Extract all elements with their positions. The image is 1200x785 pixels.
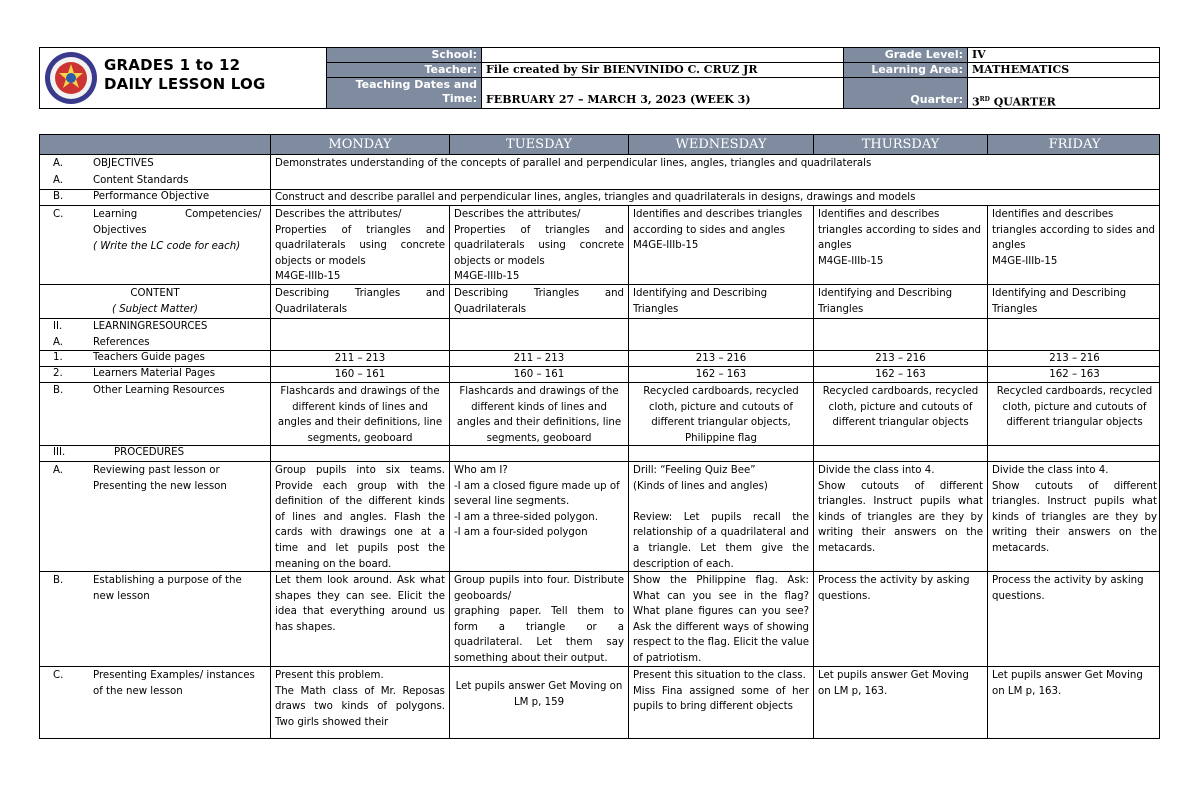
resources-monday	[271, 319, 450, 351]
competencies-note: ( Write the LC code for each)	[93, 241, 241, 252]
purpose-friday: Process the activity by asking questions.	[988, 572, 1160, 667]
teacher-value[interactable]: File created by Sir BIENVINIDO C. CRUZ JR	[482, 63, 844, 78]
grade-level-label: Grade Level:	[844, 48, 968, 63]
review-tuesday: Who am I? -I am a closed figure made up of several line segments. -I am a three-sided polygon. -I am a four-sided polygon	[450, 462, 629, 572]
content-standards-label: Content Standards	[93, 175, 189, 186]
row-label-examples	[40, 667, 271, 739]
row-label-purpose	[40, 572, 271, 667]
row-label-learners-material	[40, 367, 271, 383]
day-header-monday: MONDAY	[271, 135, 450, 155]
tg-pages-friday: 213 – 216	[988, 351, 1160, 367]
procedures-friday	[988, 446, 1160, 462]
competency-wednesday: Identifies and describes triangles according to sides and angles M4GE-IIIb-15	[629, 206, 814, 285]
examples-wednesday: Present this situation to the class. Miss Fina assigned some of her pupils to bring different objects	[629, 667, 814, 739]
resources-thursday	[814, 319, 988, 351]
examples-friday: Let pupils answer Get Moving on LM p, 163.	[992, 670, 1143, 697]
competency-monday: Describes the attributes/ Properties of triangles and quadrilaterals using concrete objects or models M4GE-IIIb-15	[271, 206, 450, 285]
references-letter: A.	[53, 337, 64, 348]
review-friday: Divide the class into 4. Show cutouts of different triangles. Instruct pupils what kinds of triangles are they by writing their answers on the metacards.	[988, 462, 1160, 572]
row-label-review	[40, 462, 271, 572]
resources-number: II.	[53, 321, 63, 332]
day-header-wednesday: WEDNESDAY	[629, 135, 814, 155]
resources-label: LEARNINGRESOURCES	[93, 321, 208, 332]
quarter-number: 3	[972, 95, 980, 109]
examples-label-line1: Presenting Examples/ instances	[93, 670, 255, 681]
dates-label	[327, 78, 482, 108]
quarter-word: QUARTER	[989, 95, 1056, 109]
content-standard-cell: Demonstrates understanding of the concepts of parallel and perpendicular lines, angles, triangles and quadrilaterals	[271, 155, 1160, 190]
other-resources-friday: Recycled cardboards, recycled cloth, picture and cutouts of different triangular objects	[988, 383, 1160, 446]
resources-wednesday	[629, 319, 814, 351]
objectives-letter: A.	[53, 158, 64, 169]
tg-pages-wednesday: 213 – 216	[629, 351, 814, 367]
performance-label: Performance Objective	[93, 191, 210, 202]
competencies-label-b: Competencies/	[185, 209, 262, 220]
row-label-performance	[40, 190, 271, 206]
references-label: References	[93, 337, 150, 348]
content-wednesday: Identifying and Describing Triangles	[629, 285, 814, 319]
purpose-wednesday: Show the Philippine flag. Ask: What can you see in the flag? What plane figures can you see? Ask the different ways of showing respect to the flag. Elicit the value of patriotism.	[629, 572, 814, 667]
competency-tuesday: Describes the attributes/ Properties of triangles and quadrilaterals using concrete objects or models M4GE-IIIb-15	[450, 206, 629, 285]
procedures-monday	[271, 446, 450, 462]
purpose-thursday: Process the activity by asking questions.	[814, 572, 988, 667]
examples-thursday: Let pupils answer Get Moving on LM p, 163.	[814, 667, 988, 739]
other-resources-monday: Flashcards and drawings of the different kinds of lines and angles and their definitions, line segments, geoboard	[271, 383, 450, 446]
school-value[interactable]	[482, 48, 844, 63]
examples-label-line2: of the new lesson	[93, 686, 183, 697]
row-label-teachers-guide	[40, 351, 271, 367]
procedures-tuesday	[450, 446, 629, 462]
competencies-label-a: Learning	[93, 209, 138, 220]
day-header-friday: FRIDAY	[988, 135, 1160, 155]
day-header-thursday: THURSDAY	[814, 135, 988, 155]
learners-material-number: 2.	[53, 368, 63, 379]
competencies-label-objectives: Objectives	[93, 225, 147, 236]
quarter-value[interactable]	[968, 78, 1159, 108]
review-letter: A.	[53, 465, 64, 476]
purpose-label-line2: new lesson	[93, 591, 150, 602]
content-monday: Describing Triangles and Quadrilaterals	[271, 285, 450, 319]
other-resources-label: Other Learning Resources	[93, 385, 225, 396]
content-standards-letter: A.	[53, 175, 64, 186]
grade-level-value[interactable]: IV	[968, 48, 1159, 63]
performance-letter: B.	[53, 191, 64, 202]
lm-pages-friday: 162 – 163	[988, 367, 1160, 383]
row-label-competencies	[40, 206, 271, 285]
lesson-log-header	[39, 47, 1160, 109]
review-label-line2: Presenting the new lesson	[93, 481, 227, 492]
lm-pages-monday: 160 – 161	[271, 367, 450, 383]
row-label-resources	[40, 319, 271, 351]
examples-letter: C.	[53, 670, 64, 681]
other-resources-thursday: Recycled cardboards, recycled cloth, picture and cutouts of different triangular objects	[814, 383, 988, 446]
competencies-letter: C.	[53, 209, 64, 220]
teachers-guide-number: 1.	[53, 352, 63, 363]
other-resources-tuesday: Flashcards and drawings of the different kinds of lines and angles and their definitions, line segments, geoboard	[450, 383, 629, 446]
dates-value[interactable]: FEBRUARY 27 – MARCH 3, 2023 (WEEK 3)	[482, 78, 844, 108]
content-label: CONTENT	[130, 288, 180, 299]
tg-pages-thursday: 213 – 216	[814, 351, 988, 367]
form-title-line2: DAILY LESSON LOG	[104, 75, 266, 93]
row-label-content	[40, 285, 271, 319]
review-label-line1: Reviewing past lesson or	[93, 465, 220, 476]
procedures-thursday	[814, 446, 988, 462]
form-title-line1: GRADES 1 to 12	[104, 56, 241, 74]
lm-pages-tuesday: 160 – 161	[450, 367, 629, 383]
row-label-other-resources	[40, 383, 271, 446]
learning-area-value[interactable]: MATHEMATICS	[968, 63, 1159, 78]
dates-label-line2: Time:	[442, 92, 477, 105]
subject-matter-label: ( Subject Matter)	[112, 303, 198, 315]
lm-pages-thursday: 162 – 163	[814, 367, 988, 383]
examples-tuesday: Let pupils answer Get Moving on LM p, 159	[450, 667, 629, 739]
quarter-ordinal: RD	[979, 96, 990, 103]
procedures-wednesday	[629, 446, 814, 462]
content-thursday: Identifying and Describing Triangles	[814, 285, 988, 319]
performance-standard-cell: Construct and describe parallel and perpendicular lines, angles, triangles and quadrilaterals in designs, drawings and models	[271, 190, 1160, 206]
school-label: School:	[327, 48, 482, 63]
content-friday: Identifying and Describing Triangles	[988, 285, 1160, 319]
resources-friday	[988, 319, 1160, 351]
procedures-label: PROCEDURES	[114, 447, 185, 458]
purpose-tuesday: Group pupils into four. Distribute geoboards/ graphing paper. Tell them to form a triangle or a quadrilateral. Let them say something about their output.	[450, 572, 629, 667]
tg-pages-monday: 211 – 213	[271, 351, 450, 367]
corner-header-cell	[40, 135, 271, 155]
logo-title-cell	[40, 48, 327, 108]
content-tuesday: Describing Triangles and Quadrilaterals	[450, 285, 629, 319]
review-monday: Group pupils into six teams. Provide each group with the definition of the different kinds of lines and angles. Flash the cards with drawings one at a time and let pupils post the meaning on the board.	[271, 462, 450, 572]
other-resources-wednesday: Recycled cardboards, recycled cloth, picture and cutouts of different triangular objects, Philippine flag	[629, 383, 814, 446]
teachers-guide-label: Teachers Guide pages	[93, 352, 205, 363]
row-label-procedures	[40, 446, 271, 462]
review-thursday: Divide the class into 4. Show cutouts of different triangles. Instruct pupils what kinds of triangles are they by writing their answers on the metacards.	[814, 462, 988, 572]
examples-monday: Present this problem. The Math class of Mr. Reposas draws two kinds of polygons. Two girls showed their	[271, 667, 450, 739]
teacher-label: Teacher:	[327, 63, 482, 78]
purpose-label-line1: Establishing a purpose of the	[93, 575, 242, 586]
resources-tuesday	[450, 319, 629, 351]
purpose-letter: B.	[53, 575, 64, 586]
lm-pages-wednesday: 162 – 163	[629, 367, 814, 383]
dates-label-line1: Teaching Dates and	[355, 78, 477, 91]
learners-material-label: Learners Material Pages	[93, 368, 216, 379]
purpose-monday: Let them look around. Ask what shapes they can see. Elicit the idea that everything around us has shapes.	[271, 572, 450, 667]
deped-seal-icon	[44, 51, 98, 105]
day-header-tuesday: TUESDAY	[450, 135, 629, 155]
row-label-objectives	[40, 155, 271, 190]
tg-pages-tuesday: 211 – 213	[450, 351, 629, 367]
competency-thursday: Identifies and describes triangles according to sides and angles M4GE-IIIb-15	[814, 206, 988, 285]
review-wednesday: Drill: “Feeling Quiz Bee” (Kinds of lines and angles) Review: Let pupils recall the relationship of a quadrilateral and a triangle. Let them give the description of each.	[629, 462, 814, 572]
learning-area-label: Learning Area:	[844, 63, 968, 78]
competency-friday: Identifies and describes triangles according to sides and angles M4GE-IIIb-15	[988, 206, 1160, 285]
procedures-number: III.	[53, 447, 66, 458]
lesson-log-table	[39, 134, 1160, 739]
other-resources-letter: B.	[53, 385, 64, 396]
objectives-label: OBJECTIVES	[93, 158, 154, 169]
quarter-label: Quarter:	[844, 78, 968, 108]
